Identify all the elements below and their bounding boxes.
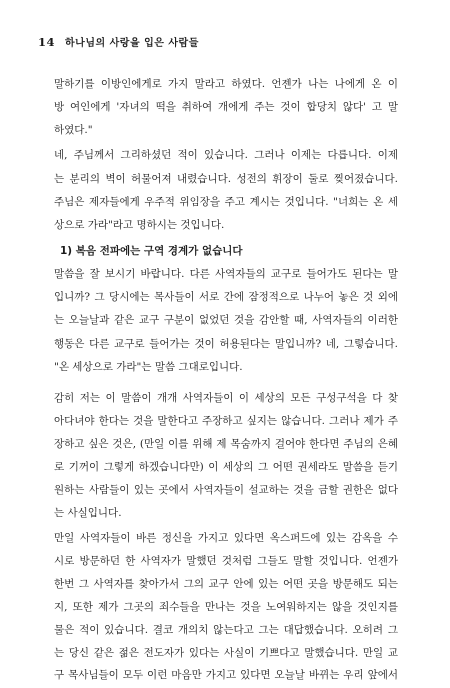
text-line: 아다녀야 한다는 것을 말한다고 주장하고 싶지는 않습니다. 그러나 제가 주 <box>54 415 398 427</box>
text-line: 주님은 제자들에게 우주적 위임장을 주고 계시는 것입니다. "너희는 온 세 <box>54 196 398 208</box>
text-line: 한번 그 사역자를 찾아가서 그의 교구 안에 있는 어떤 곳을 방문해도 되는 <box>54 578 398 590</box>
text-line: 는 분리의 벽이 허물어져 내렸습니다. 성전의 휘장이 둘로 찢어졌습니다. <box>54 173 398 185</box>
text-line: 만일 사역자들이 바른 정신을 가지고 있다면 옥스퍼드에 있는 감옥을 수 <box>54 532 398 544</box>
text-line: 말하기를 이방인에게로 가지 말라고 하였다. 언젠가 나는 나에게 온 이 <box>54 78 398 90</box>
text-line: 행동은 다른 교구로 들어가는 것이 허용된다는 말입니까? 네, 그렇습니다. <box>54 338 398 350</box>
text-line: 는 오늘날과 같은 교구 구분이 없었던 것을 감안할 때, 사역자들의 이러한 <box>54 314 398 326</box>
text-line: 시로 방문하던 한 사역자가 말했던 것처럼 그들도 말할 것입니다. 언젠가 <box>54 555 398 567</box>
text-line: 감히 저는 이 말씀이 개개 사역자들이 이 세상의 모든 구성구석을 다 찾 <box>54 392 398 404</box>
section-heading: 1) 복음 전파에는 구역 경계가 없습니다 <box>60 245 243 257</box>
text-line: 구 목사님들이 모두 이런 마음만 가지고 있다면 오늘날 바뀌는 우리 앞에서 <box>54 669 398 681</box>
text-line: 원하는 사람들이 있는 곳에서 사역자들이 설교하는 것을 금할 권한은 없다 <box>54 484 398 496</box>
text-line: 는 사실입니다. <box>54 507 122 519</box>
text-line: 장하고 싶은 것은, (만일 이를 위해 제 목숨까지 걸어야 한다면 주님의 은혜 <box>54 438 398 450</box>
text-line: 는 당신 같은 젊은 전도자가 있다는 사실이 기쁘다고 말했습니다. 만일 교 <box>54 647 398 659</box>
text-line: 물은 적이 있습니다. 결코 개의치 않는다고 그는 대답했습니다. 오히려 그 <box>54 624 398 636</box>
text-line: 입니까? 그 당시에는 목사들이 서로 간에 잠정적으로 나누어 놓은 것 외에 <box>54 291 398 303</box>
text-line: 네, 주님께서 그리하셨던 적이 있습니다. 그러나 이제는 다릅니다. 이제 <box>54 149 398 161</box>
running-title: 하나님의 사랑을 입은 사람들 <box>65 38 199 49</box>
text-line: 상으로 가라"라고 명하시는 것입니다. <box>54 219 225 231</box>
text-line: 로 기꺼이 그렇게 하겠습니다만) 이 세상의 그 어떤 권세라도 말씀을 듣기 <box>54 461 398 473</box>
text-line: 지, 또한 제가 그곳의 죄수들을 만나는 것을 노여워하지는 않을 것인지를 <box>54 601 398 613</box>
text-line: "온 세상으로 가라"는 말씀 그대로입니다. <box>54 361 243 373</box>
page-number: 14 <box>38 35 56 49</box>
text-line: 방 여인에게 '자녀의 떡을 취하여 개에게 주는 것이 합당치 않다' 고 말 <box>54 101 398 113</box>
running-header <box>38 34 199 49</box>
text-line: 하였다." <box>54 124 93 136</box>
text-line: 말씀을 잘 보시기 바랍니다. 다른 사역자들의 교구로 들어가도 된다는 말 <box>54 268 398 280</box>
